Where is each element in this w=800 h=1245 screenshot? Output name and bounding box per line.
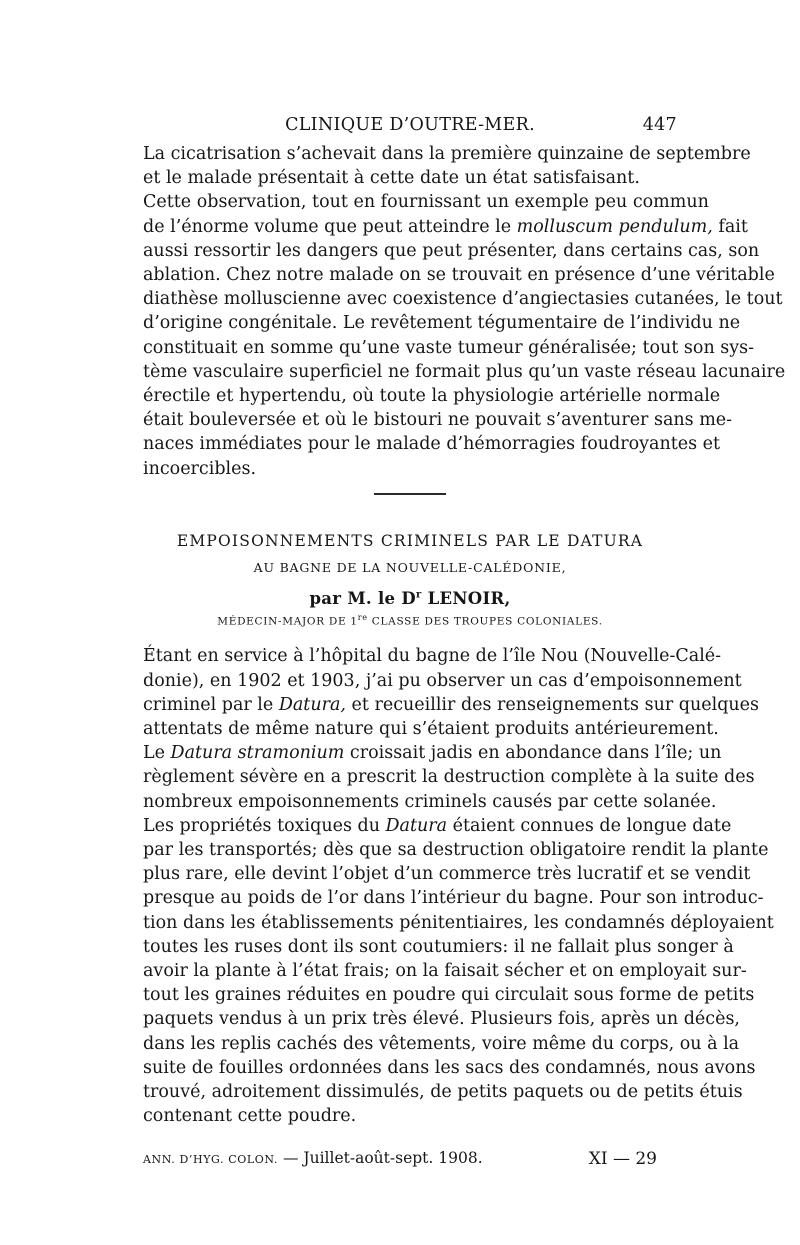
text-run: de l’énorme volume que peut atteindre le (143, 216, 517, 237)
paragraph-observation (143, 190, 786, 480)
journal-abbrev: ANN. D’HYG. COLON. (143, 1153, 279, 1166)
text-run: incoercibles. (143, 458, 257, 479)
text-line (143, 693, 760, 717)
running-header (143, 112, 677, 142)
text-run: diathèse molluscienne avec coexistence d’angiectasies cutanées, le tout (143, 289, 783, 310)
text-line (143, 1080, 743, 1104)
role-suffix: CLASSE DES TROUPES COLONIALES. (367, 615, 603, 628)
text-line (143, 1104, 677, 1128)
text-run: était bouleversée et où le bistouri ne pouvait s’aventurer sans me- (143, 410, 733, 431)
italic-term: Datura stramonium (170, 743, 345, 764)
article-author (143, 589, 677, 608)
italic-term: Datura (385, 815, 448, 836)
document-page (143, 112, 786, 1169)
text-line (143, 983, 755, 1007)
text-run: d’origine congénitale. Le revêtement tégumentaire de l’individu ne (143, 313, 741, 334)
text-line (143, 862, 751, 886)
text-run: Le (143, 743, 171, 764)
text-run: toutes les ruses dont ils sont coutumiers: il ne fallait plus songer à (143, 936, 734, 957)
text-line (143, 408, 733, 432)
text-run: trouvé, adroitement dissimulés, de petits paquets ou de petits étuis (143, 1082, 743, 1102)
text-run: étaient connues de longue date (447, 815, 732, 836)
text-line (143, 1056, 756, 1080)
paragraph-conclusion (143, 142, 751, 190)
text-run: donie), en 1902 et 1903, j’ai pu observer un cas d’empoisonnement (143, 670, 742, 691)
text-line (143, 959, 747, 983)
text-run: naces immédiates pour le malade d’hémorragies foudroyantes et (143, 434, 721, 455)
text-line (143, 384, 721, 408)
text-line (143, 717, 719, 741)
article-title: EMPOISONNEMENTS CRIMINELS PAR LE DATURA (176, 531, 644, 550)
text-run: érectile et hypertendu, où toute la physiologie artérielle normale (143, 386, 721, 407)
text-run: ablation. Chez notre malade on se trouvait en présence d’une véritable (143, 265, 775, 286)
text-run: avoir la plante à l’état frais; on la faisait sécher et on employait sur- (143, 960, 747, 981)
author-prefix: par M. le D (309, 588, 416, 608)
page-number: 447 (642, 115, 677, 135)
text-line (143, 190, 709, 214)
italic-term: Datura, (278, 694, 346, 715)
text-run: fait (712, 216, 748, 237)
text-run: constituait en somme qu’une vaste tumeur généralisée; tout son sys- (143, 337, 755, 358)
text-run: règlement sévère en a prescrit la destruction complète à la suite des (143, 767, 755, 788)
text-run: tout les graines réduites en poudre qui circulait sous forme de petits (143, 985, 755, 1006)
text-run: par les transportés; dès que sa destruction obligatoire rendit la plante (143, 839, 769, 860)
text-line (143, 814, 732, 838)
paragraph-stramonium (143, 741, 755, 814)
text-run: criminel par le (143, 694, 279, 715)
text-run: Les propriétés toxiques du (143, 815, 386, 836)
signature-mark: XI — 29 (588, 1149, 657, 1169)
role-sup: re (357, 612, 368, 622)
text-line (143, 935, 734, 959)
text-line (143, 311, 741, 335)
text-line (143, 911, 774, 935)
text-run: plus rare, elle devint l’objet d’un commerce très lucratif et se vendit (143, 864, 751, 885)
text-line (143, 790, 717, 814)
text-line (143, 1007, 740, 1031)
text-run: Étant en service à l’hôpital du bagne de l’île Nou (Nouvelle-Calé- (143, 646, 722, 667)
text-run: attentats de même nature qui s’étaient produits antérieurement. (143, 718, 719, 739)
text-line (143, 765, 755, 789)
author-title-sup: r (416, 589, 422, 601)
text-run: et recueillir des renseignements sur quelques (345, 694, 760, 715)
text-line: et le malade présentait à cette date un état satisfaisant. (143, 168, 640, 189)
author-role (143, 613, 677, 628)
role-prefix: MÉDECIN-MAJOR DE 1 (217, 615, 358, 628)
text-line (143, 432, 721, 456)
text-line (143, 838, 769, 862)
author-name: LENOIR, (421, 588, 511, 608)
section-divider (374, 493, 446, 495)
text-line (143, 886, 764, 910)
paragraph-introduction (143, 644, 760, 741)
paragraph-toxic-properties (143, 814, 774, 1129)
text-line (143, 669, 742, 693)
text-line (143, 215, 748, 239)
text-run: dans les replis cachés des vêtements, voire même du corps, ou à la (143, 1033, 740, 1054)
text-line (143, 287, 783, 311)
issue-date: — Juillet-août-sept. 1908. (278, 1149, 483, 1167)
text-line (143, 644, 722, 668)
text-run: suite de fouilles ordonnées dans les sacs des condamnés, nous avons (143, 1057, 756, 1078)
text-run: tème vasculaire superficiel ne formait plus qu’un vaste réseau lacunaire (143, 361, 786, 382)
text-run: croissait jadis en abondance dans l’île; un (344, 743, 722, 764)
text-line: La cicatrisation s’achevait dans la première quinzaine de septembre (143, 144, 751, 164)
text-run: presque au poids de l’or dans l’intérieur du bagne. Pour son introduc- (143, 888, 764, 909)
text-run: Cette observation, tout en fournissant un exemple peu commun (143, 192, 709, 213)
text-run: paquets vendus à un prix très élevé. Plusieurs fois, après un décès, (143, 1009, 740, 1030)
italic-term: molluscum pendulum, (516, 216, 713, 237)
text-run: aussi ressortir les dangers que peut présenter, dans certains cas, son (143, 240, 760, 261)
article-subtitle: AU BAGNE DE LA NOUVELLE-CALÉDONIE, (253, 559, 567, 575)
text-line (143, 360, 786, 384)
text-run: nombreux empoisonnements criminels causés par cette solanée. (143, 791, 717, 812)
text-run: tion dans les établissements pénitentiaires, les condamnés déployaient (143, 912, 774, 933)
footer-citation (143, 1149, 483, 1167)
text-line (143, 741, 722, 765)
running-title: CLINIQUE D’OUTRE-MER. (285, 115, 535, 135)
text-line (143, 336, 755, 360)
text-line (143, 239, 760, 263)
text-line (143, 457, 677, 481)
text-line (143, 1032, 740, 1056)
text-line (143, 263, 775, 287)
text-run: contenant cette poudre. (143, 1106, 357, 1127)
